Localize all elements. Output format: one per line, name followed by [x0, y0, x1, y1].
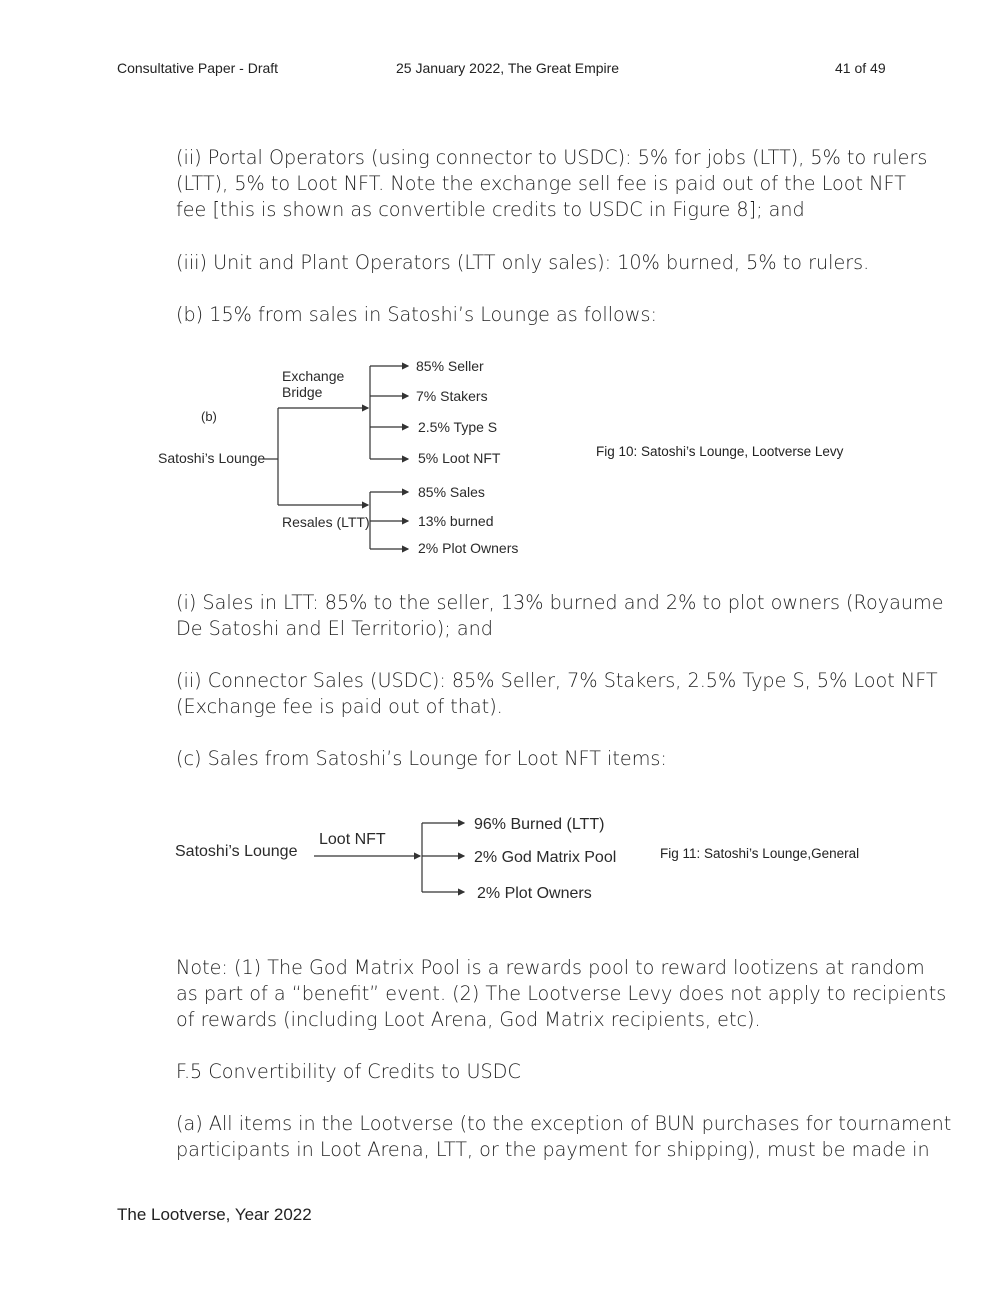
paragraph-portal-operators [176, 145, 928, 223]
text-line: participants in Loot Arena, LTT, or the payment for shipping), must be made in [176, 1138, 930, 1161]
text-line: (LTT), 5% to Loot NFT. Note the exchange sell fee is paid out of the Loot NFT [176, 172, 906, 195]
fig10-marker: (b) [201, 409, 217, 424]
paragraph-sales-ltt [176, 590, 944, 642]
text-line: (Exchange fee is paid out of that). [176, 695, 503, 718]
fig10-item-sales: 85% Sales [418, 484, 485, 500]
fig10-branch1-line2: Bridge [282, 384, 323, 400]
fig11-item-burned: 96% Burned (LTT) [474, 816, 605, 833]
text-line: (ii) Portal Operators (using connector to USDC): 5% for jobs (LTT), 5% to rulers [176, 146, 928, 169]
fig11-item-god-matrix: 2% God Matrix Pool [474, 849, 617, 866]
fig11-root-label: Satoshi’s Lounge [175, 843, 298, 860]
text-line: (ii) Connector Sales (USDC): 85% Seller, 7% Stakers, 2.5% Type S, 5% Loot NFT [176, 669, 938, 692]
text-line: fee [this is shown as convertible credits to USDC in Figure 8]; and [176, 198, 805, 221]
fig10-item-plot-owners: 2% Plot Owners [418, 540, 519, 556]
text-line: (a) All items in the Lootverse (to the exception of BUN purchases for tournament [176, 1112, 952, 1135]
text-line: as part of a “benefit” event. (2) The Lootverse Levy does not apply to recipients [176, 982, 947, 1005]
footer-text: The Lootverse, Year 2022 [117, 1205, 312, 1224]
fig11-caption: Fig 11: Satoshi’s Lounge,General [660, 846, 860, 861]
fig10-root-label: Satoshi’s Lounge [158, 450, 266, 466]
fig10-caption: Fig 10: Satoshi’s Lounge, Lootverse Levy [596, 444, 844, 459]
text-line: F.5 Convertibility of Credits to USDC [176, 1060, 521, 1083]
fig11-branch-label: Loot NFT [319, 831, 386, 848]
text-line: (c) Sales from Satoshi’s Lounge for Loot NFT items: [176, 747, 667, 770]
fig10-diagram [0, 340, 1000, 570]
header-date: 25 January 2022, The Great Empire [396, 60, 620, 76]
fig10-item-burned: 13% burned [418, 513, 494, 529]
fig10-item-seller: 85% Seller [416, 358, 484, 374]
fig10-branch2-label: Resales (LTT) [282, 514, 370, 530]
text-line: (b) 15% from sales in Satoshi’s Lounge as follows: [176, 303, 657, 326]
fig10-item-type-s: 2.5% Type S [418, 419, 498, 435]
fig10-branch1-line1: Exchange [282, 368, 345, 384]
paragraph-a-items [176, 1111, 952, 1163]
paragraph-b [176, 302, 896, 328]
page-number: 41 of 49 [835, 60, 886, 76]
header-left: Consultative Paper - Draft [117, 60, 279, 76]
fig10-item-loot-nft: 5% Loot NFT [418, 450, 501, 466]
fig11-item-plot-owners: 2% Plot Owners [477, 885, 592, 902]
paragraph-c [176, 746, 896, 772]
text-line: De Satoshi and El Territorio); and [176, 617, 493, 640]
text-line: (i) Sales in LTT: 85% to the seller, 13% burned and 2% to plot owners (Royaume [176, 591, 944, 614]
text-line: (iii) Unit and Plant Operators (LTT only sales): 10% burned, 5% to rulers. [176, 251, 870, 274]
text-line: of rewards (including Loot Arena, God Matrix recipients, etc). [176, 1008, 761, 1031]
section-heading-f5 [176, 1059, 896, 1085]
paragraph-connector-sales [176, 668, 938, 720]
paragraph-unit-plant [176, 250, 896, 276]
fig10-item-stakers: 7% Stakers [416, 388, 488, 404]
text-line: Note: (1) The God Matrix Pool is a rewards pool to reward lootizens at random [176, 956, 925, 979]
paragraph-note [176, 955, 947, 1033]
